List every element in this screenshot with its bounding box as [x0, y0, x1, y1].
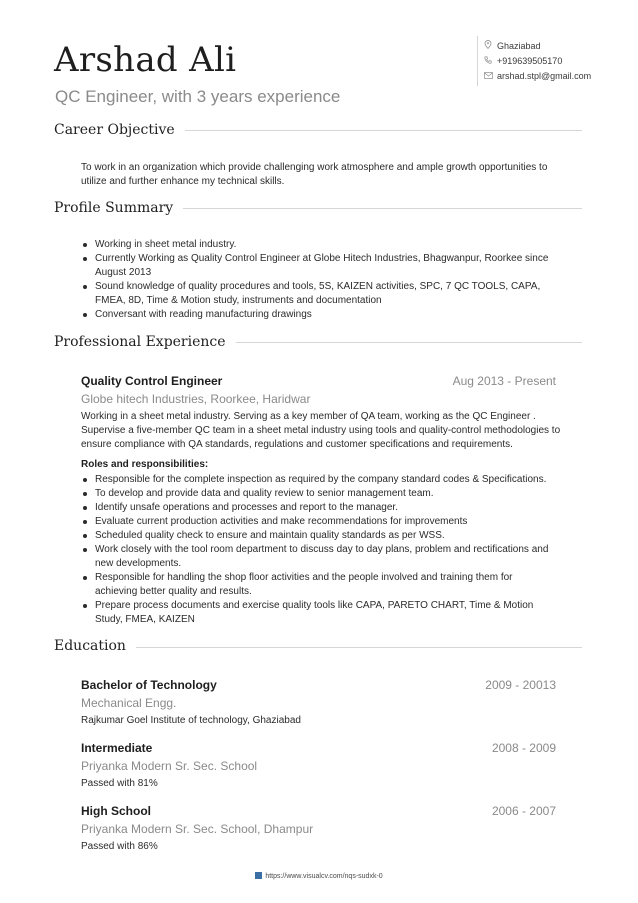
education-field: Priyanka Modern Sr. Sec. School: [81, 759, 258, 773]
contact-location: [484, 38, 591, 53]
job-dates: Aug 2013 - Present: [452, 374, 556, 388]
list-item: Identify unsafe operations and processes and report to the manager.: [81, 501, 557, 515]
list-item: Conversant with reading manufacturing drawings: [81, 308, 557, 322]
contact-phone-text: +919639505170: [497, 55, 563, 66]
education-note: Rajkumar Goel Institute of technology, Ghaziabad: [81, 715, 301, 726]
education-note: Passed with 81%: [81, 778, 158, 789]
list-item: Work closely with the tool room department to discuss day to day plans, problem and rectifications and new developments.: [81, 543, 557, 571]
education-dates: 2006 - 2007: [491, 804, 556, 818]
list-item: Prepare process documents and exercise quality tools like CAPA, PARETO CHART, Time & Motion Study, FMEA, KAIZEN: [81, 599, 557, 627]
visualcv-logo-icon: [255, 872, 262, 879]
profile-summary-list: [81, 238, 557, 322]
education-degree: Intermediate: [81, 741, 153, 755]
roles-list: [81, 473, 557, 627]
list-item: Evaluate current production activities and make recommendations for improvements: [81, 515, 557, 529]
section-divider: [128, 647, 582, 648]
education-field: Mechanical Engg.: [81, 696, 177, 710]
contact-divider: [477, 36, 478, 86]
contact-phone: [484, 53, 591, 68]
education-dates: 2009 - 20013: [485, 678, 556, 692]
education-degree: High School: [81, 804, 151, 818]
contact-block: [484, 38, 591, 83]
job-title: Quality Control Engineer: [81, 374, 223, 388]
list-item: Responsible for the complete inspection as required by the company standard codes & Specifications.: [81, 473, 557, 487]
contact-email[interactable]: [484, 68, 591, 83]
list-item: To develop and provide data and quality review to senior management team.: [81, 487, 557, 501]
section-title-experience: Professional Experience: [54, 334, 236, 350]
footer-url[interactable]: https://www.visualcv.com/nqs-sudxk-0: [265, 873, 383, 880]
section-title-profile-summary: Profile Summary: [54, 200, 183, 216]
education-note: Passed with 86%: [81, 841, 158, 852]
section-divider: [170, 208, 582, 209]
section-divider: [215, 342, 582, 343]
list-item: Scheduled quality check to ensure and maintain quality standards as per WSS.: [81, 529, 557, 543]
list-item: Responsible for handling the shop floor activities and the people involved and training them for achieving better quality and results.: [81, 571, 557, 599]
education-dates: 2008 - 2009: [491, 741, 556, 755]
list-item: Currently Working as Quality Control Engineer at Globe Hitech Industries, Bhagwanpur, Roorkee since August 2013: [81, 252, 557, 280]
phone-icon: [484, 56, 497, 66]
list-item: Working in sheet metal industry.: [81, 238, 557, 252]
career-objective-text: To work in an organization which provide challenging work atmosphere and ample growth opportunities to utilize and further enhance my technical skills.: [81, 162, 548, 187]
resume-name: Arshad Ali: [54, 40, 237, 80]
education-degree: Bachelor of Technology: [81, 678, 217, 692]
contact-email-text[interactable]: arshad.stpl@gmail.com: [497, 70, 592, 81]
list-item: Sound knowledge of quality procedures and tools, 5S, KAIZEN activities, SPC, 7 QC TOOLS, CAPA, FMEA, 8D, Time & Motion study, instruments and documentation: [81, 280, 557, 308]
envelope-icon: [484, 71, 497, 81]
section-title-career-objective: Career Objective: [54, 122, 185, 138]
roles-heading: Roles and responsibilities:: [81, 459, 209, 470]
education-field: Priyanka Modern Sr. Sec. School, Dhampur: [81, 822, 314, 836]
location-pin-icon: [484, 40, 497, 51]
section-title-education: Education: [54, 638, 136, 654]
job-description: Working in a sheet metal industry. Serving as a key member of QA team, working as the QC Engineer . Supervise a five-member QC team in a sheet metal industry using tools and quality-control methodologies to ensure compliance with QA standards, regulations and customer specifications and requirements.: [81, 411, 561, 450]
contact-location-text: Ghaziabad: [497, 40, 541, 51]
section-divider: [170, 130, 582, 131]
resume-headline: QC Engineer, with 3 years experience: [55, 87, 341, 106]
job-company: Globe hitech Industries, Roorkee, Haridwar: [81, 392, 311, 406]
footer: [0, 872, 638, 880]
